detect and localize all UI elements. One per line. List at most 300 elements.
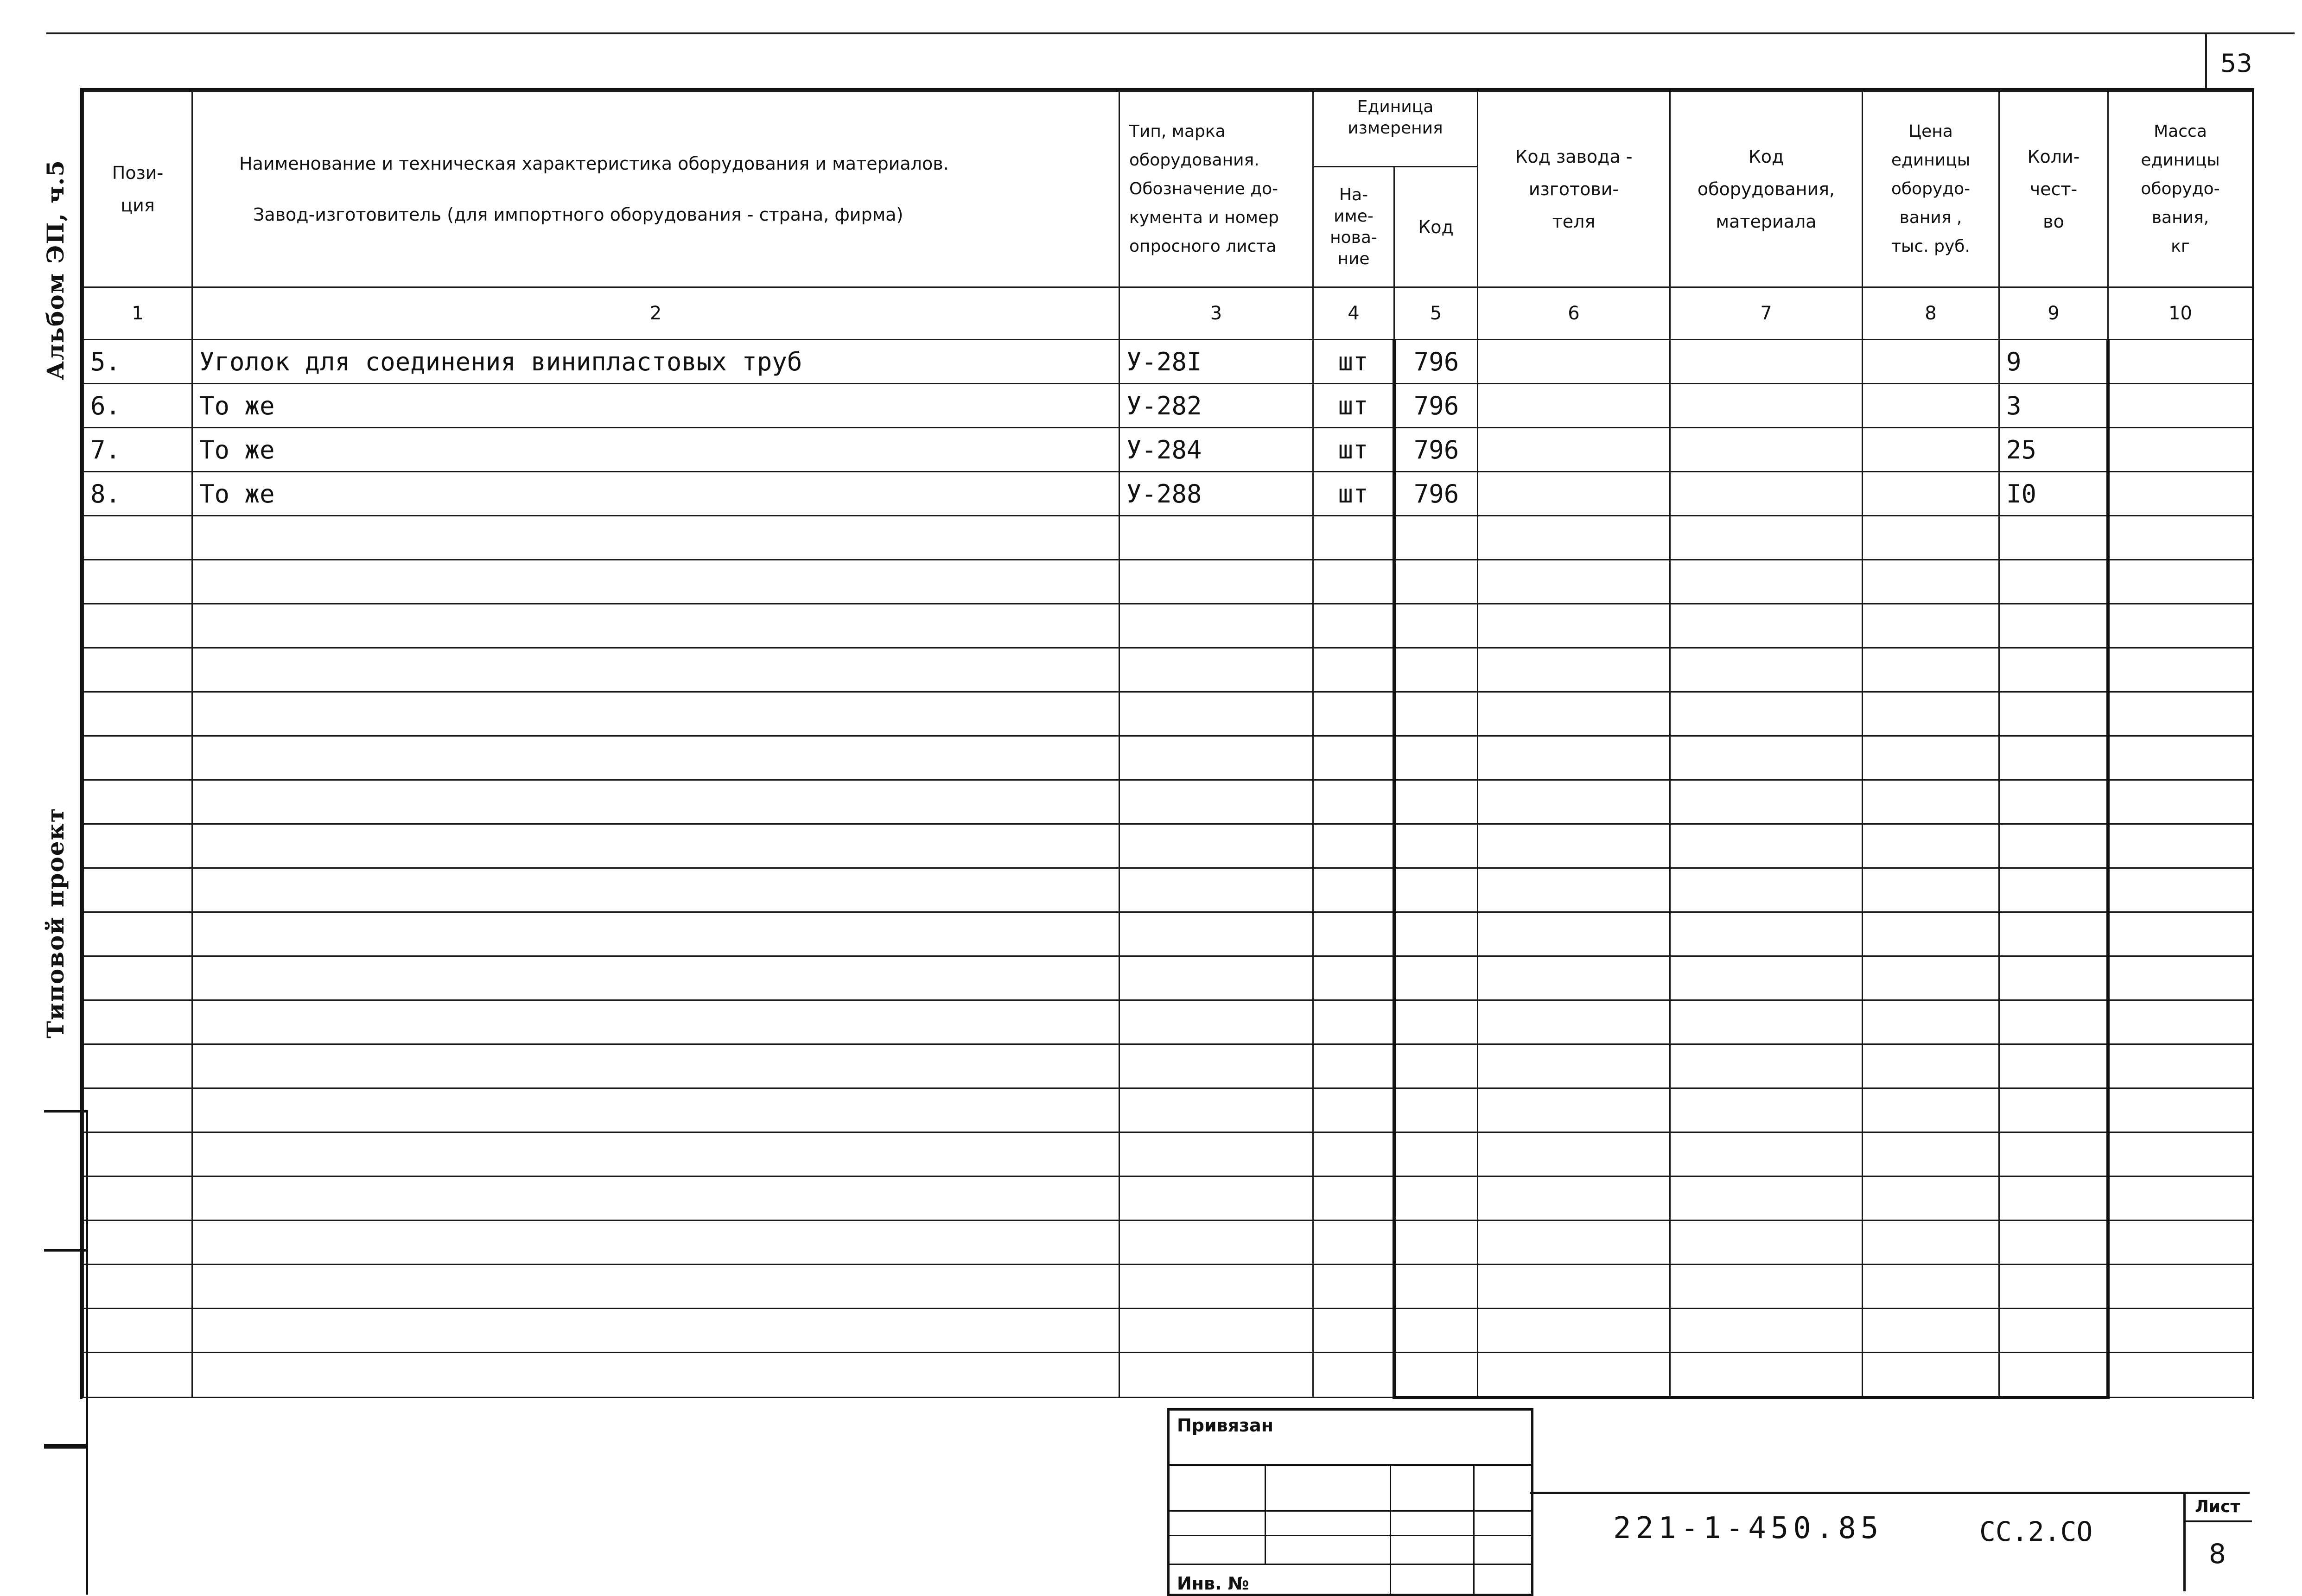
side-label-album: Альбом ЭП, ч.5 xyxy=(42,159,69,380)
empty-cell xyxy=(1394,1044,1478,1088)
column-numbers-row xyxy=(83,287,2253,340)
empty-cell xyxy=(2108,1309,2253,1353)
empty-cell xyxy=(1670,1265,1863,1309)
empty-cell xyxy=(1999,1265,2108,1309)
stamp-line xyxy=(1170,1464,1531,1466)
empty-cell xyxy=(1313,780,1394,824)
empty-cell xyxy=(1119,692,1313,736)
empty-cell xyxy=(1313,516,1394,560)
empty-cell xyxy=(1313,956,1394,1000)
empty-cell xyxy=(192,1265,1119,1309)
empty-cell xyxy=(1478,1353,1670,1398)
specification-table xyxy=(83,90,2253,1399)
empty-cell xyxy=(1119,1176,1313,1221)
header-mass: Масса единицы оборудо- вания, кг xyxy=(2108,91,2253,287)
empty-cell xyxy=(2108,648,2253,692)
row-quantity: 3 xyxy=(1999,384,2108,428)
empty-cell xyxy=(1119,1265,1313,1309)
empty-cell xyxy=(192,1221,1119,1265)
empty-cell xyxy=(2108,1176,2253,1221)
stamp-line xyxy=(1170,1510,1531,1512)
empty-cell xyxy=(1478,824,1670,868)
empty-cell xyxy=(1478,736,1670,780)
document-code: 221-1-450.85 xyxy=(1613,1511,1883,1545)
empty-cell xyxy=(1119,560,1313,604)
empty-cell xyxy=(1394,604,1478,648)
empty-cell xyxy=(192,1176,1119,1221)
empty-cell xyxy=(1863,1353,1999,1398)
empty-cell xyxy=(1670,824,1863,868)
empty-cell xyxy=(1670,1132,1863,1176)
empty-cell xyxy=(1119,1132,1313,1176)
empty-cell xyxy=(2108,1132,2253,1176)
empty-cell xyxy=(1478,1000,1670,1044)
row-price xyxy=(1863,428,1999,472)
empty-cell xyxy=(2108,1353,2253,1398)
row-plant-code xyxy=(1478,428,1670,472)
empty-cell xyxy=(1119,648,1313,692)
row-quantity: 25 xyxy=(1999,428,2108,472)
empty-cell xyxy=(1119,736,1313,780)
empty-cell xyxy=(1478,692,1670,736)
row-mass xyxy=(2108,472,2253,516)
empty-cell xyxy=(2108,1221,2253,1265)
empty-cell xyxy=(1313,912,1394,956)
stamp-line xyxy=(1170,1535,1531,1536)
empty-cell xyxy=(1394,692,1478,736)
empty-cell xyxy=(192,1000,1119,1044)
binding-stamp xyxy=(1167,1408,1533,1596)
empty-cell xyxy=(192,868,1119,912)
header-price: Цена единицы оборудо- вания , тыс. руб. xyxy=(1863,91,1999,287)
empty-cell xyxy=(1999,1221,2108,1265)
empty-cell xyxy=(192,824,1119,868)
row-equipment-code xyxy=(1670,384,1863,428)
table-row xyxy=(83,340,2253,384)
empty-cell xyxy=(1478,560,1670,604)
column-number: 3 xyxy=(1119,287,1313,340)
empty-cell xyxy=(83,824,192,868)
empty-cell xyxy=(1394,868,1478,912)
empty-cell xyxy=(1999,780,2108,824)
empty-cell xyxy=(192,1353,1119,1398)
header-equipment-code: Код оборудования, материала xyxy=(1670,91,1863,287)
empty-cell xyxy=(1863,1176,1999,1221)
row-unit-code: 796 xyxy=(1394,428,1478,472)
empty-cell xyxy=(1394,648,1478,692)
empty-cell xyxy=(83,1353,192,1398)
empty-cell xyxy=(1670,1176,1863,1221)
empty-cell xyxy=(1119,1353,1313,1398)
row-equipment-code xyxy=(1670,340,1863,384)
empty-table-row xyxy=(83,1221,2253,1265)
empty-cell xyxy=(1313,692,1394,736)
empty-cell xyxy=(1863,648,1999,692)
row-equipment-code xyxy=(1670,472,1863,516)
empty-cell xyxy=(192,956,1119,1000)
empty-cell xyxy=(1394,1265,1478,1309)
empty-cell xyxy=(2108,912,2253,956)
empty-cell xyxy=(1863,1309,1999,1353)
empty-rows xyxy=(83,516,2253,1398)
header-unit-code: Код xyxy=(1394,167,1478,287)
empty-cell xyxy=(83,736,192,780)
empty-cell xyxy=(1119,604,1313,648)
empty-cell xyxy=(1313,1000,1394,1044)
row-position: 6. xyxy=(83,384,192,428)
empty-cell xyxy=(1863,1088,1999,1132)
empty-table-row xyxy=(83,1044,2253,1088)
column-number: 6 xyxy=(1478,287,1670,340)
empty-cell xyxy=(2108,824,2253,868)
empty-cell xyxy=(192,1132,1119,1176)
empty-cell xyxy=(83,1221,192,1265)
empty-cell xyxy=(1119,1000,1313,1044)
header-name: Наименование и техническая характеристика оборудования и материалов. Завод-изготовитель (для импортного оборудования - страна, фирма) xyxy=(192,91,1119,287)
empty-cell xyxy=(2108,780,2253,824)
empty-cell xyxy=(83,604,192,648)
empty-cell xyxy=(1670,516,1863,560)
row-unit: шт xyxy=(1313,340,1394,384)
empty-table-row xyxy=(83,1353,2253,1398)
empty-cell xyxy=(1999,912,2108,956)
empty-cell xyxy=(1394,1088,1478,1132)
empty-cell xyxy=(1863,560,1999,604)
empty-cell xyxy=(2108,736,2253,780)
row-price xyxy=(1863,472,1999,516)
row-plant-code xyxy=(1478,472,1670,516)
row-type: У-282 xyxy=(1119,384,1313,428)
empty-cell xyxy=(83,868,192,912)
header-unit: Единица измерения xyxy=(1313,91,1478,167)
empty-cell xyxy=(1313,604,1394,648)
table-row xyxy=(83,472,2253,516)
empty-cell xyxy=(2108,1000,2253,1044)
empty-cell xyxy=(2108,516,2253,560)
empty-cell xyxy=(1478,1176,1670,1221)
empty-cell xyxy=(1394,516,1478,560)
empty-cell xyxy=(2108,1044,2253,1088)
empty-cell xyxy=(1478,604,1670,648)
empty-cell xyxy=(1478,516,1670,560)
frame-top-line xyxy=(46,32,2295,34)
row-plant-code xyxy=(1478,340,1670,384)
empty-table-row xyxy=(83,1309,2253,1353)
row-position: 5. xyxy=(83,340,192,384)
empty-cell xyxy=(1999,868,2108,912)
row-quantity: 9 xyxy=(1999,340,2108,384)
stamp-divider xyxy=(1390,1464,1391,1594)
empty-cell xyxy=(1863,1000,1999,1044)
empty-cell xyxy=(192,604,1119,648)
stamp-divider xyxy=(1473,1464,1475,1594)
empty-cell xyxy=(83,648,192,692)
empty-cell xyxy=(83,912,192,956)
empty-cell xyxy=(192,648,1119,692)
empty-cell xyxy=(1863,692,1999,736)
column-number: 4 xyxy=(1313,287,1394,340)
empty-cell xyxy=(1119,780,1313,824)
column-number: 2 xyxy=(192,287,1119,340)
empty-cell xyxy=(1670,736,1863,780)
empty-cell xyxy=(2108,868,2253,912)
header-row xyxy=(83,91,2253,167)
empty-cell xyxy=(1999,1353,2108,1398)
side-label-project: Типовой проект xyxy=(42,807,69,1038)
row-unit-code: 796 xyxy=(1394,472,1478,516)
empty-cell xyxy=(1394,912,1478,956)
empty-table-row xyxy=(83,560,2253,604)
row-unit: шт xyxy=(1313,472,1394,516)
empty-cell xyxy=(1119,868,1313,912)
empty-cell xyxy=(1863,912,1999,956)
empty-cell xyxy=(1313,1088,1394,1132)
empty-table-row xyxy=(83,604,2253,648)
empty-table-row xyxy=(83,1088,2253,1132)
empty-cell xyxy=(1999,1000,2108,1044)
sheet-number-box xyxy=(2183,1492,2252,1591)
empty-cell xyxy=(192,736,1119,780)
row-name: То же xyxy=(192,472,1119,516)
empty-cell xyxy=(2108,604,2253,648)
empty-table-row xyxy=(83,516,2253,560)
row-type: У-284 xyxy=(1119,428,1313,472)
empty-cell xyxy=(1313,736,1394,780)
empty-cell xyxy=(1478,956,1670,1000)
empty-cell xyxy=(1670,780,1863,824)
column-number: 7 xyxy=(1670,287,1863,340)
empty-cell xyxy=(1313,1265,1394,1309)
empty-cell xyxy=(1119,1221,1313,1265)
row-plant-code xyxy=(1478,384,1670,428)
empty-cell xyxy=(1863,1044,1999,1088)
empty-cell xyxy=(83,1176,192,1221)
empty-cell xyxy=(2108,956,2253,1000)
empty-cell xyxy=(1394,1353,1478,1398)
empty-table-row xyxy=(83,824,2253,868)
specification-sheet xyxy=(80,88,2254,1399)
empty-cell xyxy=(1999,516,2108,560)
column-number: 10 xyxy=(2108,287,2253,340)
empty-cell xyxy=(1313,824,1394,868)
row-equipment-code xyxy=(1670,428,1863,472)
empty-cell xyxy=(1478,1044,1670,1088)
empty-cell xyxy=(1394,736,1478,780)
row-mass xyxy=(2108,384,2253,428)
empty-cell xyxy=(192,516,1119,560)
empty-cell xyxy=(1478,1309,1670,1353)
empty-cell xyxy=(192,1088,1119,1132)
empty-cell xyxy=(1478,648,1670,692)
empty-cell xyxy=(1313,868,1394,912)
empty-table-row xyxy=(83,1000,2253,1044)
side-stamp-box-3 xyxy=(44,1444,88,1595)
empty-cell xyxy=(1394,1221,1478,1265)
row-mass xyxy=(2108,428,2253,472)
row-price xyxy=(1863,384,1999,428)
column-number: 1 xyxy=(83,287,192,340)
bound-label: Привязан xyxy=(1177,1415,1274,1436)
empty-table-row xyxy=(83,1265,2253,1309)
row-mass xyxy=(2108,340,2253,384)
header-plant-code: Код завода - изготови- теля xyxy=(1478,91,1670,287)
empty-cell xyxy=(83,1044,192,1088)
empty-cell xyxy=(1863,516,1999,560)
empty-cell xyxy=(83,1088,192,1132)
header-type: Тип, марка оборудования. Обозначение до- кумента и номер опросного листа xyxy=(1119,91,1313,287)
empty-cell xyxy=(1313,1353,1394,1398)
empty-cell xyxy=(1999,1132,2108,1176)
header-unit-name: На- име- нова- ние xyxy=(1313,167,1394,287)
sheet-label: Лист xyxy=(2195,1497,2240,1516)
empty-cell xyxy=(1670,560,1863,604)
empty-cell xyxy=(1999,1044,2108,1088)
column-number: 8 xyxy=(1863,287,1999,340)
title-block-top-line xyxy=(1530,1492,2250,1494)
empty-cell xyxy=(1999,604,2108,648)
empty-cell xyxy=(1863,604,1999,648)
page-number-box-border xyxy=(2205,34,2207,90)
empty-cell xyxy=(1863,1221,1999,1265)
empty-cell xyxy=(192,1309,1119,1353)
empty-cell xyxy=(1670,648,1863,692)
empty-cell xyxy=(1119,956,1313,1000)
empty-cell xyxy=(1313,1044,1394,1088)
empty-cell xyxy=(1313,1132,1394,1176)
empty-cell xyxy=(1394,1176,1478,1221)
empty-cell xyxy=(1999,648,2108,692)
empty-cell xyxy=(1313,1309,1394,1353)
empty-cell xyxy=(1670,1000,1863,1044)
row-position: 8. xyxy=(83,472,192,516)
header-quantity: Коли- чест- во xyxy=(1999,91,2108,287)
empty-cell xyxy=(83,780,192,824)
row-position: 7. xyxy=(83,428,192,472)
empty-table-row xyxy=(83,868,2253,912)
empty-cell xyxy=(1478,1088,1670,1132)
empty-cell xyxy=(1863,1265,1999,1309)
empty-cell xyxy=(1863,1132,1999,1176)
empty-cell xyxy=(1999,956,2108,1000)
empty-cell xyxy=(1999,1309,2108,1353)
sheet-box-divider xyxy=(2186,1520,2252,1522)
document-mark: СС.2.СО xyxy=(1979,1516,2093,1547)
empty-table-row xyxy=(83,736,2253,780)
empty-cell xyxy=(1394,1132,1478,1176)
empty-cell xyxy=(1313,648,1394,692)
sheet-number: 8 xyxy=(2209,1538,2226,1570)
empty-cell xyxy=(1863,780,1999,824)
empty-cell xyxy=(1394,824,1478,868)
empty-cell xyxy=(1670,1221,1863,1265)
empty-cell xyxy=(1478,1132,1670,1176)
empty-cell xyxy=(1313,560,1394,604)
empty-cell xyxy=(1478,912,1670,956)
empty-cell xyxy=(2108,692,2253,736)
empty-cell xyxy=(192,912,1119,956)
stamp-divider xyxy=(1265,1464,1266,1564)
row-name: То же xyxy=(192,384,1119,428)
empty-cell xyxy=(1999,692,2108,736)
empty-cell xyxy=(1119,824,1313,868)
empty-cell xyxy=(2108,1265,2253,1309)
empty-cell xyxy=(1478,868,1670,912)
empty-table-row xyxy=(83,956,2253,1000)
empty-cell xyxy=(1119,1088,1313,1132)
row-unit: шт xyxy=(1313,428,1394,472)
empty-cell xyxy=(1863,956,1999,1000)
row-unit: шт xyxy=(1313,384,1394,428)
empty-cell xyxy=(1670,1309,1863,1353)
empty-cell xyxy=(1999,824,2108,868)
empty-cell xyxy=(83,956,192,1000)
empty-cell xyxy=(1313,1176,1394,1221)
empty-cell xyxy=(1119,1044,1313,1088)
row-name: Уголок для соединения винипластовых труб xyxy=(192,340,1119,384)
inventory-label: Инв. № xyxy=(1177,1573,1249,1594)
empty-cell xyxy=(1863,868,1999,912)
empty-table-row xyxy=(83,692,2253,736)
empty-cell xyxy=(1394,780,1478,824)
row-type: У-288 xyxy=(1119,472,1313,516)
empty-table-row xyxy=(83,1132,2253,1176)
empty-cell xyxy=(1863,824,1999,868)
empty-cell xyxy=(83,692,192,736)
row-name: То же xyxy=(192,428,1119,472)
empty-cell xyxy=(1119,1309,1313,1353)
empty-cell xyxy=(1478,1221,1670,1265)
empty-cell xyxy=(2108,560,2253,604)
row-type: У-28I xyxy=(1119,340,1313,384)
page-number: 53 xyxy=(2220,49,2252,78)
row-unit-code: 796 xyxy=(1394,340,1478,384)
empty-cell xyxy=(1670,1088,1863,1132)
empty-cell xyxy=(1119,516,1313,560)
empty-cell xyxy=(1999,736,2108,780)
empty-cell xyxy=(1119,912,1313,956)
empty-table-row xyxy=(83,648,2253,692)
empty-cell xyxy=(192,780,1119,824)
empty-cell xyxy=(83,1265,192,1309)
empty-cell xyxy=(83,516,192,560)
empty-cell xyxy=(1394,560,1478,604)
column-number: 5 xyxy=(1394,287,1478,340)
empty-cell xyxy=(192,692,1119,736)
empty-cell xyxy=(1670,912,1863,956)
empty-cell xyxy=(1313,1221,1394,1265)
empty-cell xyxy=(1670,1044,1863,1088)
empty-cell xyxy=(1394,956,1478,1000)
table-row xyxy=(83,384,2253,428)
empty-cell xyxy=(1670,604,1863,648)
empty-cell xyxy=(192,560,1119,604)
empty-cell xyxy=(83,1000,192,1044)
empty-cell xyxy=(192,1044,1119,1088)
empty-cell xyxy=(1478,780,1670,824)
empty-cell xyxy=(1863,736,1999,780)
empty-cell xyxy=(1670,1353,1863,1398)
empty-cell xyxy=(83,1309,192,1353)
row-unit-code: 796 xyxy=(1394,384,1478,428)
stamp-line xyxy=(1170,1564,1531,1565)
empty-cell xyxy=(1670,692,1863,736)
empty-table-row xyxy=(83,1176,2253,1221)
column-number: 9 xyxy=(1999,287,2108,340)
row-price xyxy=(1863,340,1999,384)
empty-cell xyxy=(1999,560,2108,604)
empty-cell xyxy=(1394,1000,1478,1044)
empty-table-row xyxy=(83,912,2253,956)
